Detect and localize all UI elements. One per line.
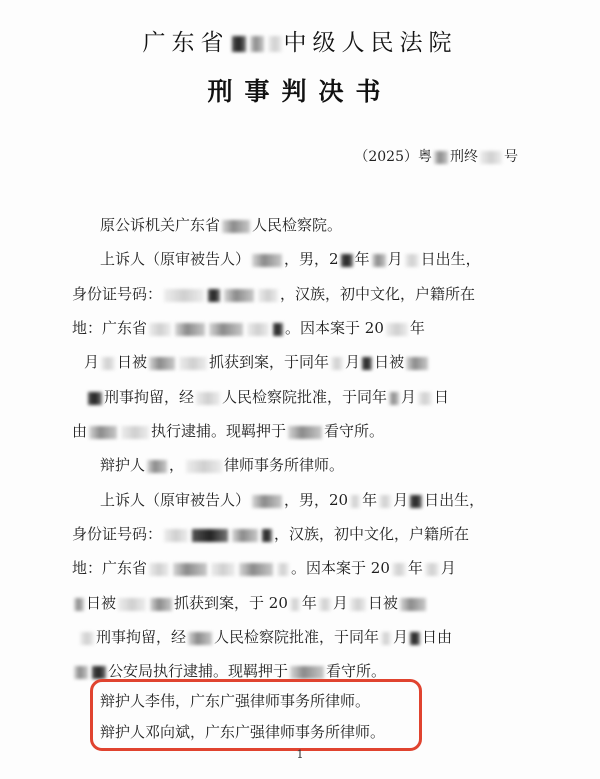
redaction — [186, 460, 222, 473]
redaction — [350, 495, 360, 508]
redaction — [400, 598, 426, 611]
redaction — [224, 289, 254, 302]
redaction — [149, 563, 169, 576]
redaction — [209, 323, 243, 336]
redaction — [118, 598, 146, 611]
redaction — [188, 632, 212, 645]
redaction — [268, 36, 282, 52]
text-line: 日被 抓获到案，于 20 年 月 日被 — [72, 592, 428, 613]
redaction — [480, 151, 502, 164]
redaction — [434, 151, 448, 164]
redaction — [89, 426, 117, 439]
redaction — [250, 36, 264, 52]
redaction — [418, 392, 432, 405]
redaction — [410, 632, 420, 645]
redaction — [252, 495, 282, 508]
redaction — [290, 598, 300, 611]
redaction — [80, 632, 94, 645]
redaction — [252, 254, 282, 267]
case-number: （2025）粤 刑终 号 — [354, 149, 518, 165]
redaction — [147, 460, 167, 473]
text-line: 上诉人（原审被告人） ，男，20 年 月 日出生， — [100, 491, 485, 509]
redaction — [277, 563, 289, 576]
text-line: 由 执行逮捕。现羁押于 看守所。 — [72, 422, 385, 440]
redaction — [232, 36, 246, 52]
redaction — [425, 563, 439, 576]
redaction — [74, 666, 88, 679]
redaction — [149, 323, 171, 336]
redaction — [164, 289, 204, 302]
redaction — [362, 357, 372, 370]
highlight-box — [90, 679, 422, 751]
redaction — [149, 357, 175, 370]
redaction — [319, 598, 331, 611]
court-name: 广东省 中级人民法院 — [142, 30, 458, 56]
redaction — [290, 666, 324, 679]
redaction — [175, 323, 205, 336]
text-line: 地：广东省 。因本案于 20 年 月 — [72, 559, 456, 577]
redaction — [350, 598, 366, 611]
redaction — [392, 563, 406, 576]
redaction — [389, 392, 399, 405]
redaction — [262, 529, 272, 542]
redaction — [341, 254, 353, 267]
text-line: 身份证号码： ，汉族，初中文化，户籍所在 — [72, 285, 476, 303]
text-line: 公安局执行逮捕。现羁押于 看守所。 — [72, 660, 386, 681]
redaction — [372, 254, 386, 267]
redaction — [273, 323, 283, 336]
redaction — [173, 563, 207, 576]
redaction — [196, 392, 220, 405]
redaction — [406, 357, 428, 370]
redaction — [164, 529, 188, 542]
text-line: 原公诉机关广东省 人民检察院。 — [100, 216, 343, 234]
document-title: 刑事判决书 — [207, 77, 393, 106]
redaction — [150, 598, 172, 611]
text-line: 月 日被 抓获到案，于同年 月 日被 — [84, 351, 430, 372]
redaction — [247, 323, 269, 336]
redaction — [379, 495, 391, 508]
redaction — [405, 254, 419, 267]
defender-deng-xiangbin: 辩护人邓向斌，广东广强律师事务所律师。 — [100, 723, 386, 741]
redaction — [92, 666, 106, 679]
text-line: 上诉人（原审被告人） ，男，2 年 月 日出生， — [100, 250, 481, 268]
text-line: 地：广东省 。因本案于 20 年 — [72, 319, 425, 337]
redaction — [232, 529, 258, 542]
page-number: 1 — [296, 748, 304, 761]
redaction — [386, 323, 408, 336]
redaction — [410, 495, 422, 508]
redaction — [211, 563, 235, 576]
redaction — [101, 357, 115, 370]
redaction — [222, 220, 250, 233]
redaction — [179, 357, 207, 370]
defender-li-wei: 辩护人李伟，广东广强律师事务所律师。 — [100, 692, 371, 710]
redaction — [288, 426, 322, 439]
redaction — [74, 598, 84, 611]
text-line: 刑事拘留，经 人民检察院批准，于同年 月 日由 — [78, 626, 452, 647]
text-line: 身份证号码： ，汉族，初中文化，户籍所在 — [72, 525, 470, 543]
redaction — [88, 392, 102, 405]
text-line: 刑事拘留，经 人民检察院批准，于同年 月 日 — [86, 386, 449, 407]
redaction — [192, 529, 228, 542]
text-line: 辩护人 ， 律师事务所律师。 — [100, 456, 345, 474]
redaction — [239, 563, 273, 576]
redaction — [208, 289, 220, 302]
redaction — [381, 632, 391, 645]
redaction — [331, 357, 343, 370]
redaction — [258, 289, 278, 302]
redaction — [121, 426, 149, 439]
